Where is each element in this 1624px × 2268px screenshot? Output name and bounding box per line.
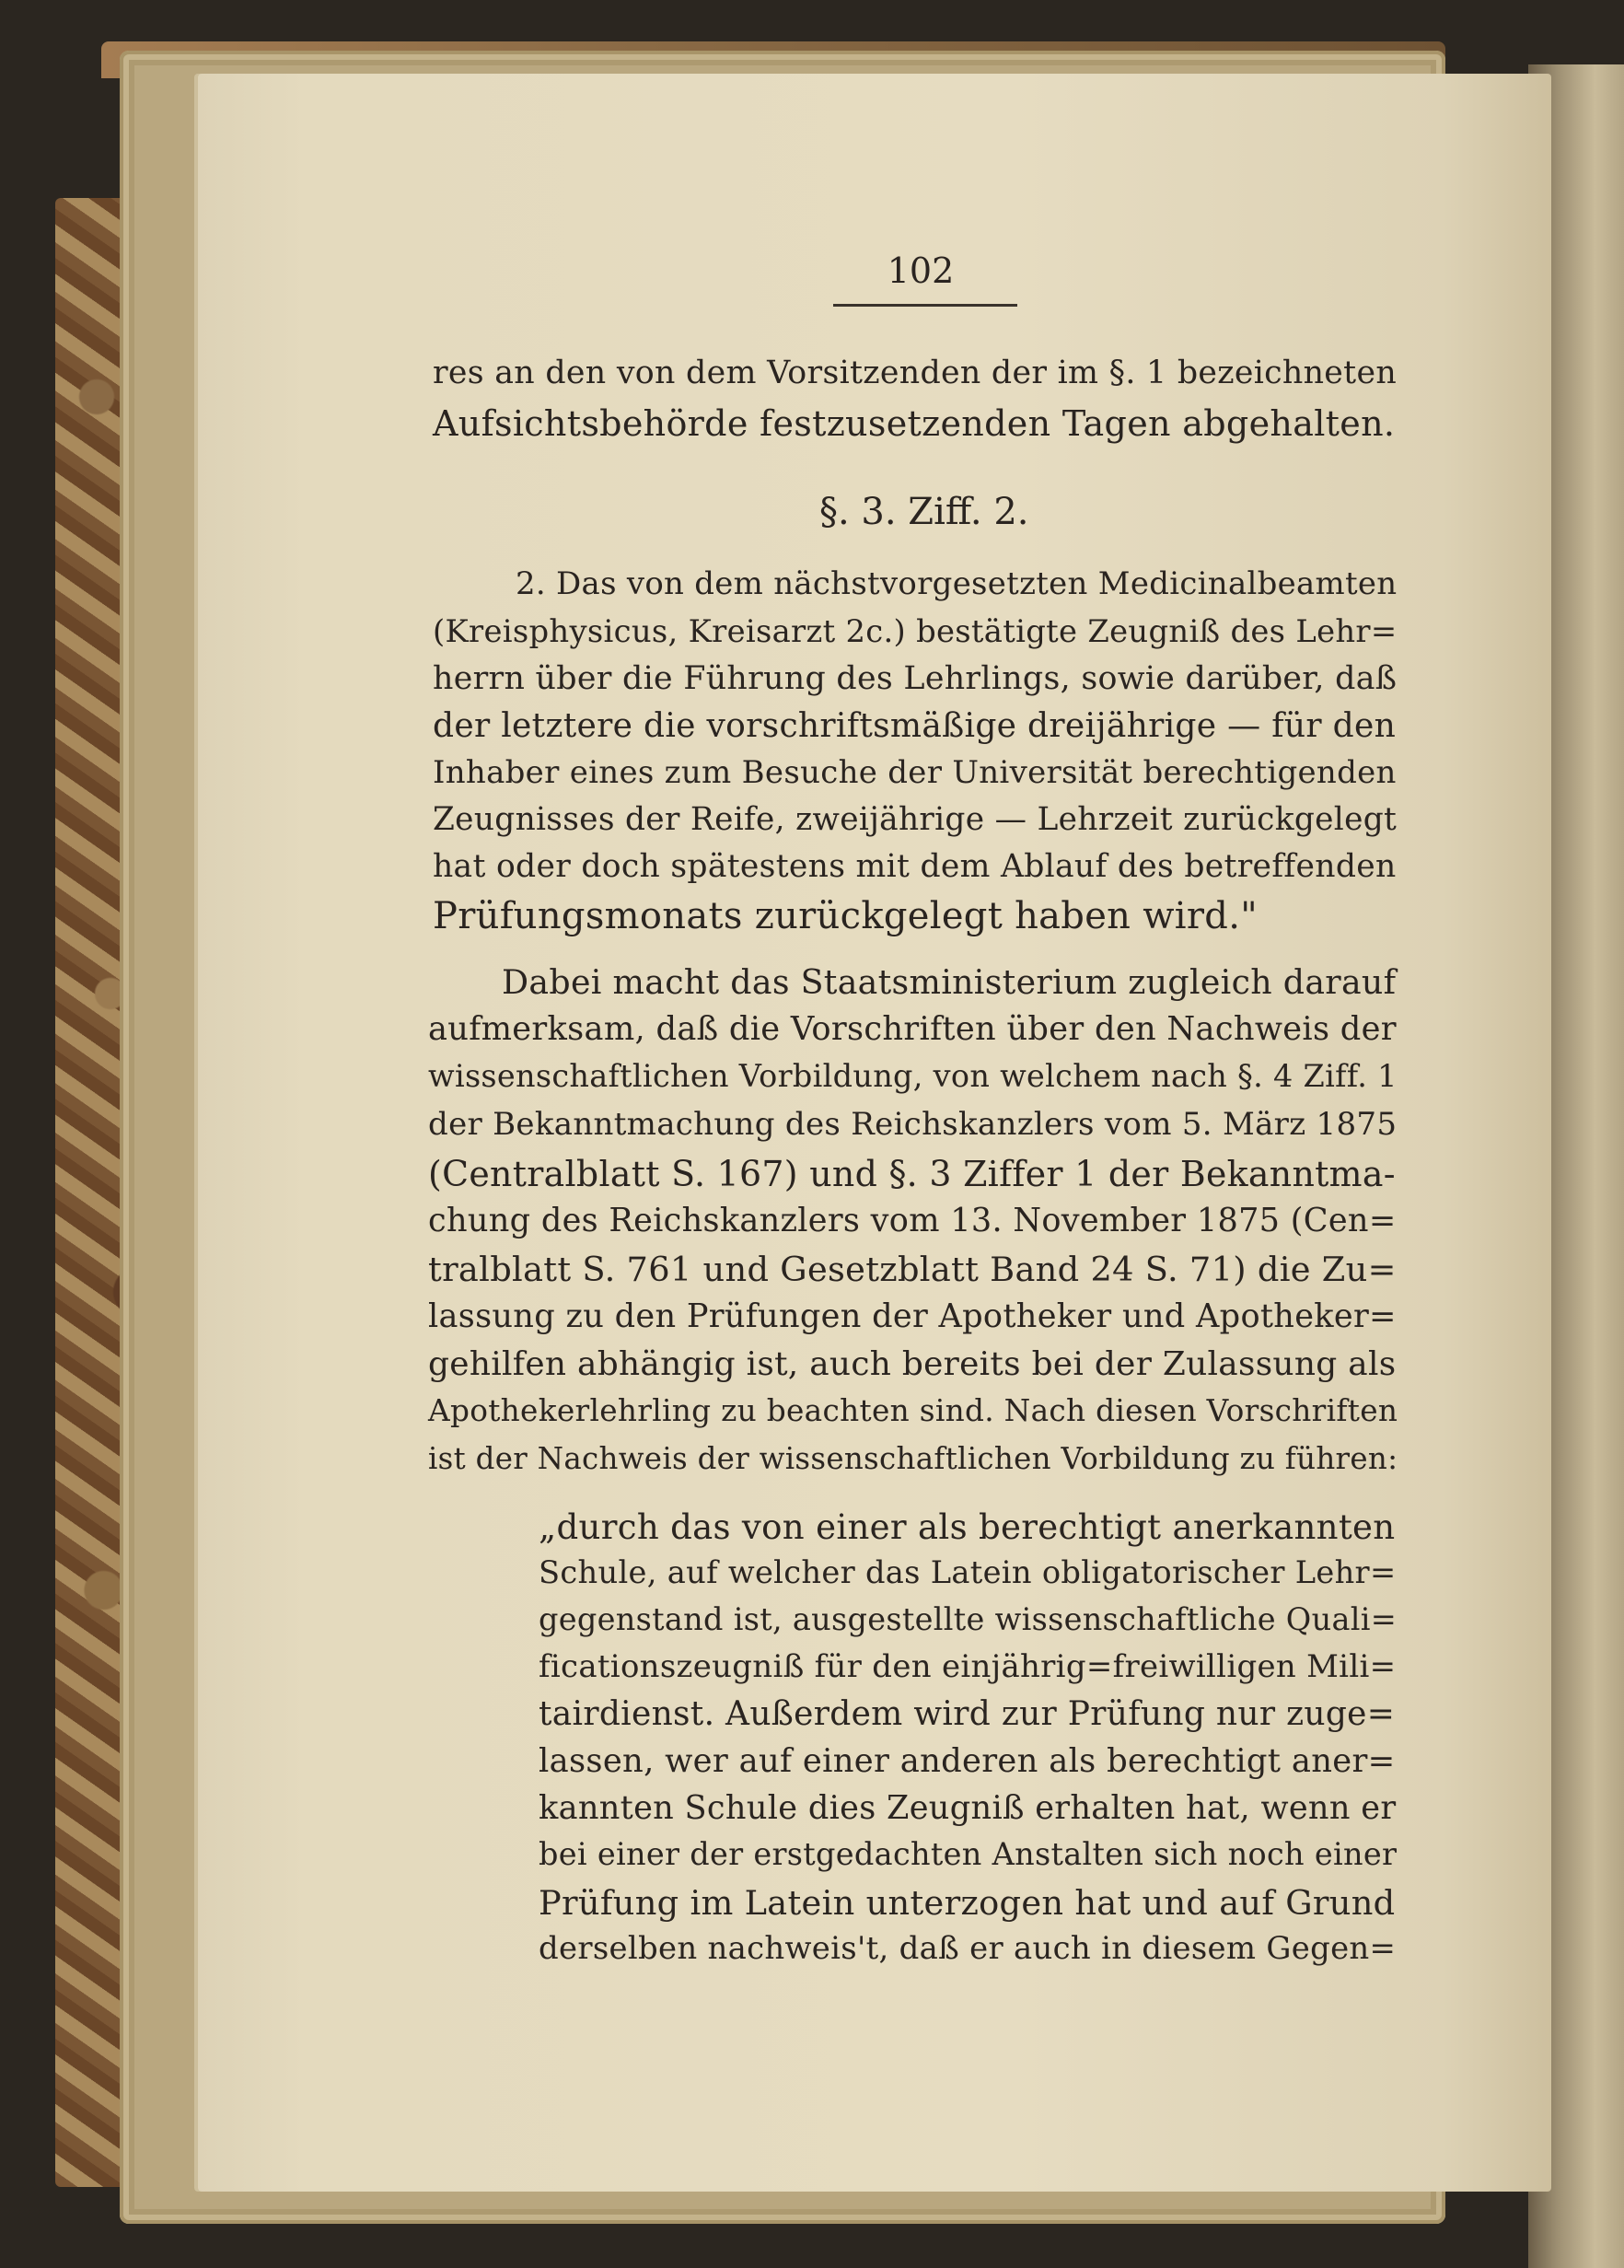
quote-line: kannten Schule dies Zeugniß erhalten hat, wenn er	[539, 1789, 1397, 1827]
text-line: gehilfen abhängig ist, auch bereits bei der Zulassung als	[428, 1345, 1397, 1383]
text-line: hat oder doch spätestens mit dem Ablauf des betreffenden	[433, 848, 1397, 885]
text-line: (Kreisphysicus, Kreisarzt 2c.) bestätigte Zeugniß des Lehr=	[433, 613, 1398, 649]
text-line: res an den von dem Vorsitzenden der im §. 1 bezeichneten	[433, 355, 1398, 391]
text-line: herrn über die Führung des Lehrlings, sowie darüber, daß	[433, 660, 1398, 697]
page-number: 102	[887, 250, 955, 291]
text-line: Dabei macht das Staatsministerium zugleich darauf	[502, 962, 1397, 1002]
text-line: Inhaber eines zum Besuche der Universität berechtigenden	[433, 754, 1397, 791]
text-line: lassung zu den Prüfungen der Apotheker und Apotheker=	[428, 1297, 1397, 1335]
text-line: Prüfungsmonats zurückgelegt haben wird."	[433, 895, 1258, 937]
quote-line: tairdienst. Außerdem wird zur Prüfung nur zuge=	[539, 1695, 1396, 1733]
section-heading: §. 3. Ziff. 2.	[819, 491, 1029, 533]
text-line: (Centralblatt S. 167) und §. 3 Ziffer 1 der Bekanntma-	[428, 1154, 1396, 1194]
text-line: 2. Das von dem nächstvorgesetzten Medicinalbeamten	[516, 566, 1398, 602]
quote-line: Schule, auf welcher das Latein obligatorischer Lehr=	[539, 1554, 1397, 1590]
quote-line: Prüfung im Latein unterzogen hat und auf Grund	[539, 1883, 1396, 1923]
text-line: Zeugnisses der Reife, zweijährige — Lehrzeit zurückgelegt	[433, 801, 1398, 838]
text-line: der Bekanntmachung des Reichskanzlers vom 5. März 1875	[428, 1106, 1398, 1143]
page-number-rule	[833, 304, 1017, 307]
text-line: aufmerksam, daß die Vorschriften über den Nachweis der	[428, 1010, 1397, 1048]
text-line: ist der Nachweis der wissenschaftlichen Vorbildung zu führen:	[428, 1441, 1398, 1476]
text-line: chung des Reichskanzlers vom 13. November 1875 (Cen=	[428, 1202, 1397, 1239]
quote-line: lassen, wer auf einer anderen als berechtigt aner=	[539, 1742, 1396, 1780]
text-line: tralblatt S. 761 und Gesetzblatt Band 24 S. 71) die Zu=	[428, 1250, 1397, 1289]
quote-line: „durch das von einer als berechtigt anerkannten	[539, 1507, 1396, 1547]
text-line: Aufsichtsbehörde festzusetzenden Tagen abgehalten.	[433, 403, 1396, 444]
quote-line: ficationszeugniß für den einjährig=freiwilligen Mili=	[539, 1648, 1397, 1685]
text-line: der letztere die vorschriftsmäßige dreijährige — für den	[433, 707, 1397, 745]
quote-line: bei einer der erstgedachten Anstalten sich noch einer	[539, 1836, 1398, 1872]
quote-line: derselben nachweis't, daß er auch in diesem Gegen=	[539, 1930, 1397, 1966]
text-line: wissenschaftlichen Vorbildung, von welchem nach §. 4 Ziff. 1	[428, 1058, 1398, 1094]
text-line: Apothekerlehrling zu beachten sind. Nach diesen Vorschriften	[428, 1393, 1398, 1428]
quote-line: gegenstand ist, ausgestellte wissenschaftliche Quali=	[539, 1601, 1398, 1637]
